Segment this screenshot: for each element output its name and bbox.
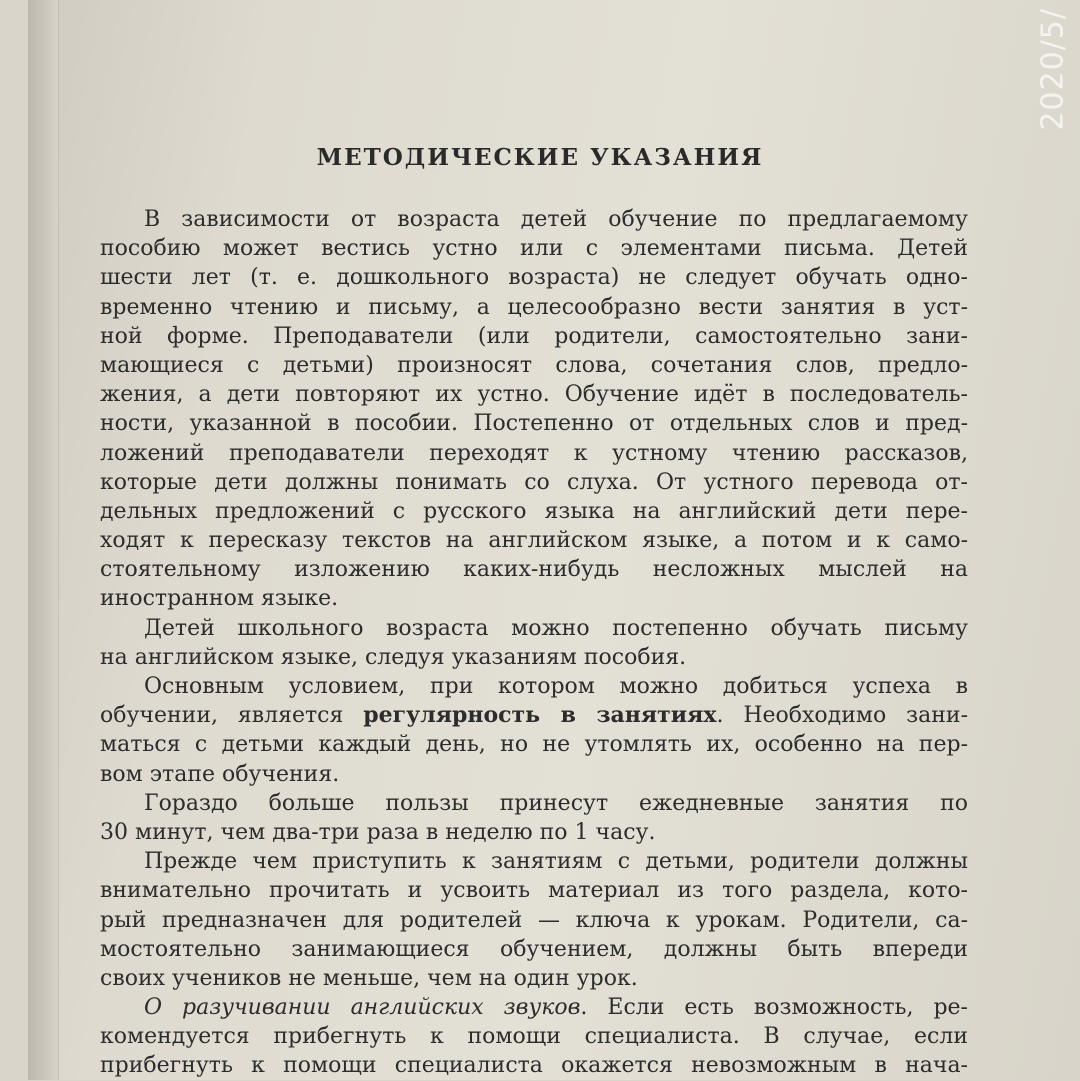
text-line: на английском языке, следуя указаниям пособия. bbox=[100, 644, 687, 670]
text-line: прибегнуть к помощи специалиста окажется невозможным в нача- bbox=[100, 1053, 968, 1079]
text-line: пособию может вестись устно или с элементами письма. Детей bbox=[100, 236, 968, 262]
text-line: внимательно прочитать и усвоить материал из того раздела, кото- bbox=[100, 878, 968, 904]
paragraph-1 bbox=[100, 205, 968, 614]
photo-date-stamp: 2020/5/ bbox=[1036, 8, 1071, 131]
paragraph-4 bbox=[100, 789, 968, 847]
paragraph-3 bbox=[100, 672, 968, 789]
text-line: мающиеся с детьми) произносят слова, сочетания слов, предло- bbox=[100, 352, 968, 378]
text-line: В зависимости от возраста детей обучение по предлагаемому bbox=[144, 207, 968, 232]
text-line: маться с детьми каждый день, но не утомлять их, особенно на пер- bbox=[100, 732, 968, 758]
text-line: шести лет (т. е. дошкольного возраста) не следует обучать одно- bbox=[100, 265, 968, 291]
paragraph-5 bbox=[100, 847, 968, 993]
text-line: комендуется прибегнуть к помощи специалиста. В случае, если bbox=[100, 1024, 968, 1050]
emphasis-italic: О разучивании английских звуков bbox=[144, 995, 581, 1021]
section-heading: МЕТОДИЧЕСКИЕ УКАЗАНИЯ bbox=[316, 144, 764, 171]
paragraph-2 bbox=[100, 614, 968, 672]
paragraph-6 bbox=[100, 993, 968, 1081]
text-line: которые дети должны понимать со слуха. От устного перевода от- bbox=[100, 469, 968, 495]
text-line: временно чтению и письму, а целесообразно вести занятия в уст- bbox=[100, 294, 968, 320]
text-line: ной форме. Преподаватели (или родители, самостоятельно зани- bbox=[100, 323, 968, 349]
text-line: ложений преподаватели переходят к устному чтению рассказов, bbox=[100, 440, 968, 466]
text-line: рый предназначен для родителей — ключа к урокам. Родители, са- bbox=[100, 907, 968, 933]
text-fragment: обучении, является bbox=[100, 703, 364, 729]
text-line: стоятельному изложению каких-нибудь несложных мыслей на bbox=[100, 557, 968, 583]
text-line: Гораздо больше пользы принесут ежедневные занятия по bbox=[144, 790, 968, 816]
emphasis-bold: регулярность в занятиях bbox=[363, 702, 717, 729]
text-line: жения, а дети повторяют их устно. Обучение идёт в последователь- bbox=[100, 382, 968, 408]
text-line: своих учеников не меньше, чем на один урок. bbox=[100, 965, 638, 991]
text-line bbox=[100, 993, 968, 1022]
text-line: дельных предложений с русского языка на английский дети пере- bbox=[100, 498, 968, 524]
text-line bbox=[100, 701, 968, 730]
text-line: Основным условием, при котором можно добиться успеха в bbox=[144, 674, 968, 699]
text-line: иностранном языке. bbox=[100, 586, 339, 612]
text-line: вом этапе обучения. bbox=[100, 761, 340, 787]
text-line: ходят к пересказу текстов на английском языке, а потом и к само- bbox=[100, 528, 968, 554]
text-line: Детей школьного возраста можно постепенно обучать письму bbox=[144, 615, 968, 641]
body-text bbox=[100, 205, 968, 1081]
text-line: Прежде чем приступить к занятиям с детьми, родители должны bbox=[144, 849, 968, 875]
text-line: 30 минут, чем два-три раза в неделю по 1 часу. bbox=[100, 819, 656, 845]
text-fragment: . Если есть возможность, ре- bbox=[580, 995, 968, 1021]
text-line: мостоятельно занимающиеся обучением, должны быть впереди bbox=[100, 936, 968, 962]
text-fragment: . Необходимо зани- bbox=[716, 703, 968, 729]
text-line: ности, указанной в пособии. Постепенно от отдельных слов и пред- bbox=[100, 411, 968, 437]
